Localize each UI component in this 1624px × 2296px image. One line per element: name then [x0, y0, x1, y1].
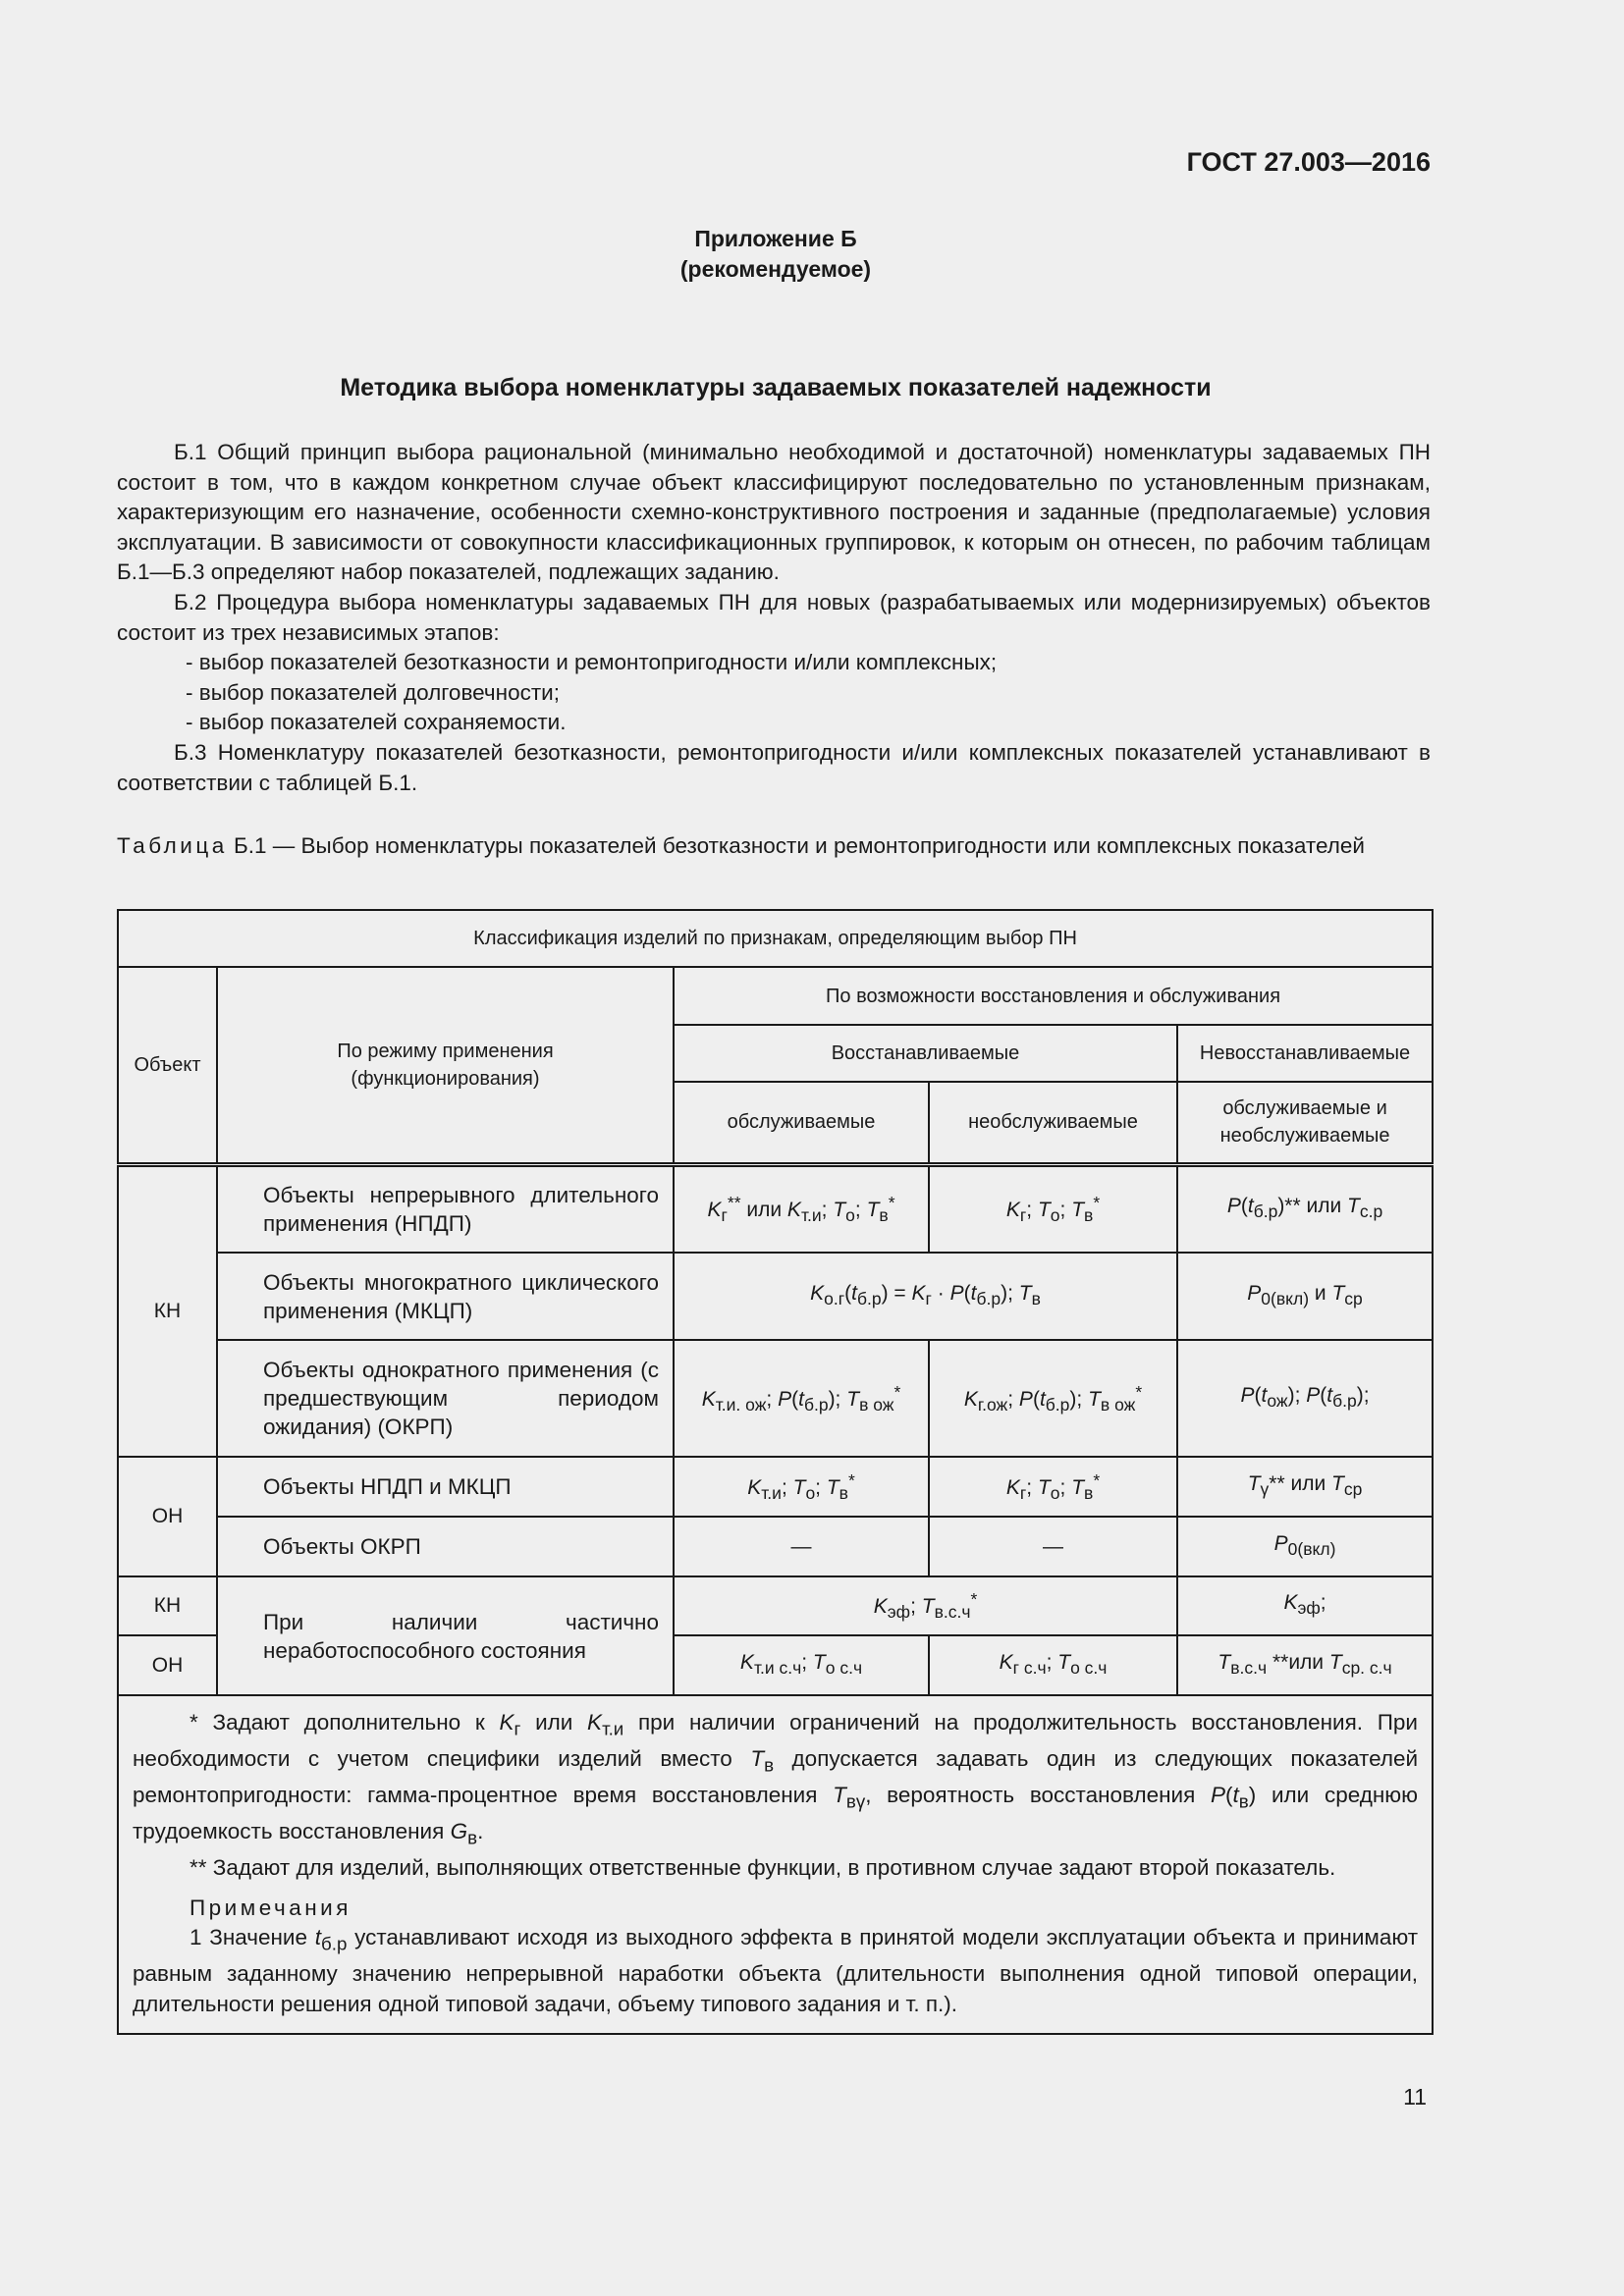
- table-row: [118, 1457, 1433, 1517]
- row-label: Объекты ОКРП: [217, 1517, 674, 1576]
- group-label: ОН: [118, 1457, 217, 1576]
- list-item: - выбор показателей безотказности и ремонтопригодности и/или комплексных;: [186, 650, 998, 675]
- row-label: Объекты НПДП и МКЦП: [217, 1457, 674, 1517]
- table-cell: $P_{0(вкл)}$: [1177, 1517, 1433, 1576]
- table-cell: —: [929, 1517, 1177, 1576]
- table-header-row: [118, 910, 1433, 967]
- row-label: При наличии частично неработоспособного состояния: [217, 1576, 674, 1695]
- table-row: [118, 1576, 1433, 1635]
- table-cell: $K_{о.г}(t_{б.р}) = K_г \cdot P(t_{б.р})$; $T_в$: [674, 1253, 1177, 1340]
- table-cell: $K_{г с.ч}$; $T_{о с.ч}$: [929, 1635, 1177, 1695]
- paragraph-b3: Б.3 Номенклатуру показателей безотказности, ремонтопригодности и/или комплексных показателей устанавливают в соответствии с таблицей Б.1.: [117, 739, 1431, 795]
- table-cell: $K_{т.и}$; $T_о$; $T_в^*$: [674, 1457, 929, 1517]
- row-label: Объекты однократного применения (с предшествующим периодом ожидания) (ОКРП): [217, 1340, 674, 1457]
- footnote-1: * Задают дополнительно к $K_г$ или $K_{т.и}$ при наличии ограничений на продолжительность восстановления. При необходимости с учетом специфики изделий вместо $T_в$ допускается задавать один из следующих показателей ремонтопригодности: гамма-процентное время восстановления $T_{в\gamma}$, вероятность восстановления $P(t_в)$ или среднюю трудоемкость восстановления $G_в$.: [133, 1710, 1419, 1848]
- table-row: [118, 1164, 1433, 1253]
- row-label: Объекты непрерывного длительного применения (НПДП): [217, 1164, 674, 1253]
- table-cell: $K_{т.и с.ч}$; $T_{о с.ч}$: [674, 1635, 929, 1695]
- note-1: 1 Значение $t_{б.р}$ устанавливают исходя из выходного эффекта в принятой модели эксплуатации объекта и принимают равным заданному значению непрерывной наработки объекта (длительности выполнения одной типовой операции, длительности решения одной типовой задачи, объему типового задания и т. п.).: [133, 1925, 1419, 2016]
- page-number: 11: [1403, 2084, 1427, 2109]
- header-serviced: обслуживаемые: [674, 1082, 929, 1164]
- paragraph-b1: Б.1 Общий принцип выбора рациональной (минимально необходимой и достаточной) номенклатуры задаваемых ПН состоит в том, что в каждом конкретном случае объект классифицируют последовательно по установленным признакам, характеризующим его назначение, особенности схемно-конструктивного построения и заданные (предполагаемые) условия эксплуатации. В зависимости от совокупности классификационных группировок, к которым он отнесен, по рабочим таблицам Б.1—Б.3 определяют набор показателей, подлежащих заданию.: [117, 440, 1431, 585]
- table-footnotes: [118, 1695, 1433, 2034]
- list-item: - выбор показателей сохраняемости.: [186, 710, 567, 735]
- table-cell: $K_{т.и. ож}$; $P(t_{б.р})$; $T_{в ож}^*$: [674, 1340, 929, 1457]
- table-row: [118, 1517, 1433, 1576]
- footnote-2: ** Задают для изделий, выполняющих ответственные функции, в противном случае задают второй показатель.: [189, 1855, 1336, 1880]
- table-cell: $P(t_{б.р})**$ или $T_{с.р}$: [1177, 1164, 1433, 1253]
- body-text: [117, 438, 1431, 798]
- table-row: [118, 1253, 1433, 1340]
- table-caption: [117, 831, 1431, 861]
- table-caption-label: Таблица: [117, 833, 228, 858]
- list-item: - выбор показателей долговечности;: [186, 679, 560, 705]
- header-unserviced: необслуживаемые: [929, 1082, 1177, 1164]
- paragraph-b2: Б.2 Процедура выбора номенклатуры задаваемых ПН для новых (разрабатываемых или модернизируемых) объектов состоит из трех независимых этапов:: [117, 589, 1431, 645]
- table-cell: —: [674, 1517, 929, 1576]
- header-restoration: По возможности восстановления и обслуживания: [674, 967, 1433, 1025]
- table-row: [118, 1340, 1433, 1457]
- group-label: КН: [118, 1576, 217, 1635]
- appendix-heading: [0, 224, 1551, 285]
- table-cell: $T_\gamma**$ или $T_{ср}$: [1177, 1457, 1433, 1517]
- table-cell: $T_{в.с.ч}$ **или $T_{ср. с.ч}$: [1177, 1635, 1433, 1695]
- header-mode: По режиму применения (функционирования): [217, 967, 674, 1164]
- main-title: Методика выбора номенклатуры задаваемых показателей надежности: [340, 374, 1212, 401]
- table-cell: $K_г$; $T_о$; $T_в^*$: [929, 1457, 1177, 1517]
- table-header-row: [118, 967, 1433, 1025]
- header-object: Объект: [118, 967, 217, 1164]
- table-cell: $K_{эф}$;: [1177, 1576, 1433, 1635]
- table-footnotes-row: [118, 1695, 1433, 2034]
- header-both: обслуживаемые и необслуживаемые: [1177, 1082, 1433, 1164]
- table-cell: $K_{эф}$; $T_{в.с.ч}^*$: [674, 1576, 1177, 1635]
- group-label: ОН: [118, 1635, 217, 1695]
- table-cell: $P(t_{ож})$; $P(t_{б.р})$;: [1177, 1340, 1433, 1457]
- appendix-title: Приложение Б: [694, 226, 857, 251]
- table-cell: $P_{0(вкл)}$ и $T_{ср}$: [1177, 1253, 1433, 1340]
- table-cell: $K_г^{**}$ или $K_{т.и}$; $T_о$; $T_в^*$: [674, 1164, 929, 1253]
- standard-code: ГОСТ 27.003—2016: [1186, 147, 1431, 177]
- header-restorable: Восстанавливаемые: [674, 1025, 1177, 1082]
- row-label: Объекты многократного циклического применения (МКЦП): [217, 1253, 674, 1340]
- table-cell: $K_{г.ож}$; $P(t_{б.р})$; $T_{в ож}^*$: [929, 1340, 1177, 1457]
- appendix-subtitle: (рекомендуемое): [679, 256, 872, 282]
- table-cell: $K_г$; $T_о$; $T_в^*$: [929, 1164, 1177, 1253]
- table-caption-text: Б.1 — Выбор номенклатуры показателей безотказности и ремонтопригодности или комплексных показателей: [234, 833, 1365, 858]
- notes-title: Примечания: [189, 1895, 352, 1920]
- group-label: КН: [118, 1164, 217, 1457]
- table-b1: [117, 909, 1434, 2035]
- header-nonrestorable: Невосстанавливаемые: [1177, 1025, 1433, 1082]
- header-classification: Классификация изделий по признакам, определяющим выбор ПН: [118, 910, 1433, 967]
